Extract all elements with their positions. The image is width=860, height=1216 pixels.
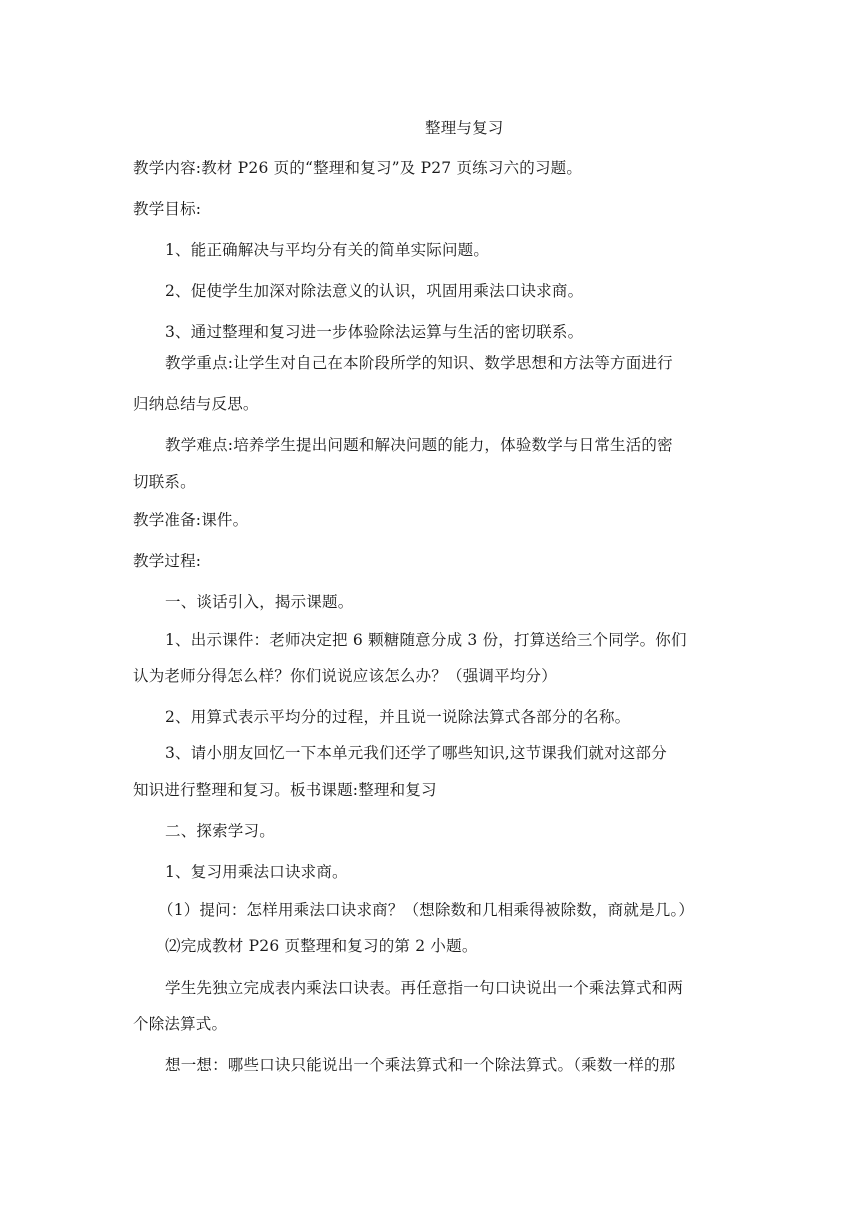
teaching-goals-heading: 教学目标:	[133, 200, 202, 218]
review-1-heading: 1、复习用乘法口诀求商。	[165, 863, 348, 881]
think-line: 想一想：哪些口诀只能说出一个乘法算式和一个除法算式。（乘数一样的那	[165, 1056, 676, 1074]
step-3-line-2: 知识进行整理和复习。板书课题:整理和复习	[133, 781, 437, 799]
section-2-heading: 二、探索学习。	[165, 822, 275, 840]
key-points-line-1: 教学重点:让学生对自己在本阶段所学的知识、数学思想和方法等方面进行	[165, 354, 673, 372]
document-title: 整理与复习	[425, 119, 504, 137]
step-1-line-1: 1、出示课件：老师决定把 6 颗糖随意分成 3 份，打算送给三个同学。你们	[165, 631, 687, 649]
difficulties-line-2: 切联系。	[133, 473, 196, 491]
section-1-heading: 一、谈话引入，揭示课题。	[165, 593, 354, 611]
teaching-content-line: 教学内容:教材 P26 页的“整理和复习”及 P27 页练习六的习题。	[133, 159, 583, 177]
goal-2: 2、促使学生加深对除法意义的认识，巩固用乘法口诀求商。	[165, 282, 584, 300]
step-2: 2、用算式表示平均分的过程，并且说一说除法算式各部分的名称。	[165, 708, 631, 726]
step-1-line-2: 认为老师分得怎么样？你们说说应该怎么办？（强调平均分）	[133, 667, 557, 685]
student-activity-line-2: 个除法算式。	[133, 1015, 228, 1033]
difficulties-line-1: 教学难点:培养学生提出问题和解决问题的能力，体验数学与日常生活的密	[165, 436, 673, 454]
review-1-question: （1）提问：怎样用乘法口诀求商？（想除数和几相乘得被除数，商就是几。）	[158, 901, 695, 919]
review-1-exercise: ⑵完成教材 P26 页整理和复习的第 2 小题。	[165, 937, 478, 955]
step-3-line-1: 3、请小朋友回忆一下本单元我们还学了哪些知识,这节课我们就对这部分	[165, 744, 667, 762]
goal-1: 1、能正确解决与平均分有关的简单实际问题。	[165, 241, 490, 259]
process-heading: 教学过程:	[133, 552, 202, 570]
preparation-line: 教学准备:课件。	[133, 511, 249, 529]
student-activity-line-1: 学生先独立完成表内乘法口诀表。再任意指一句口诀说出一个乘法算式和两	[165, 979, 684, 997]
goal-3: 3、通过整理和复习进一步体验除法运算与生活的密切联系。	[165, 323, 584, 341]
key-points-line-2: 归纳总结与反思。	[133, 395, 259, 413]
